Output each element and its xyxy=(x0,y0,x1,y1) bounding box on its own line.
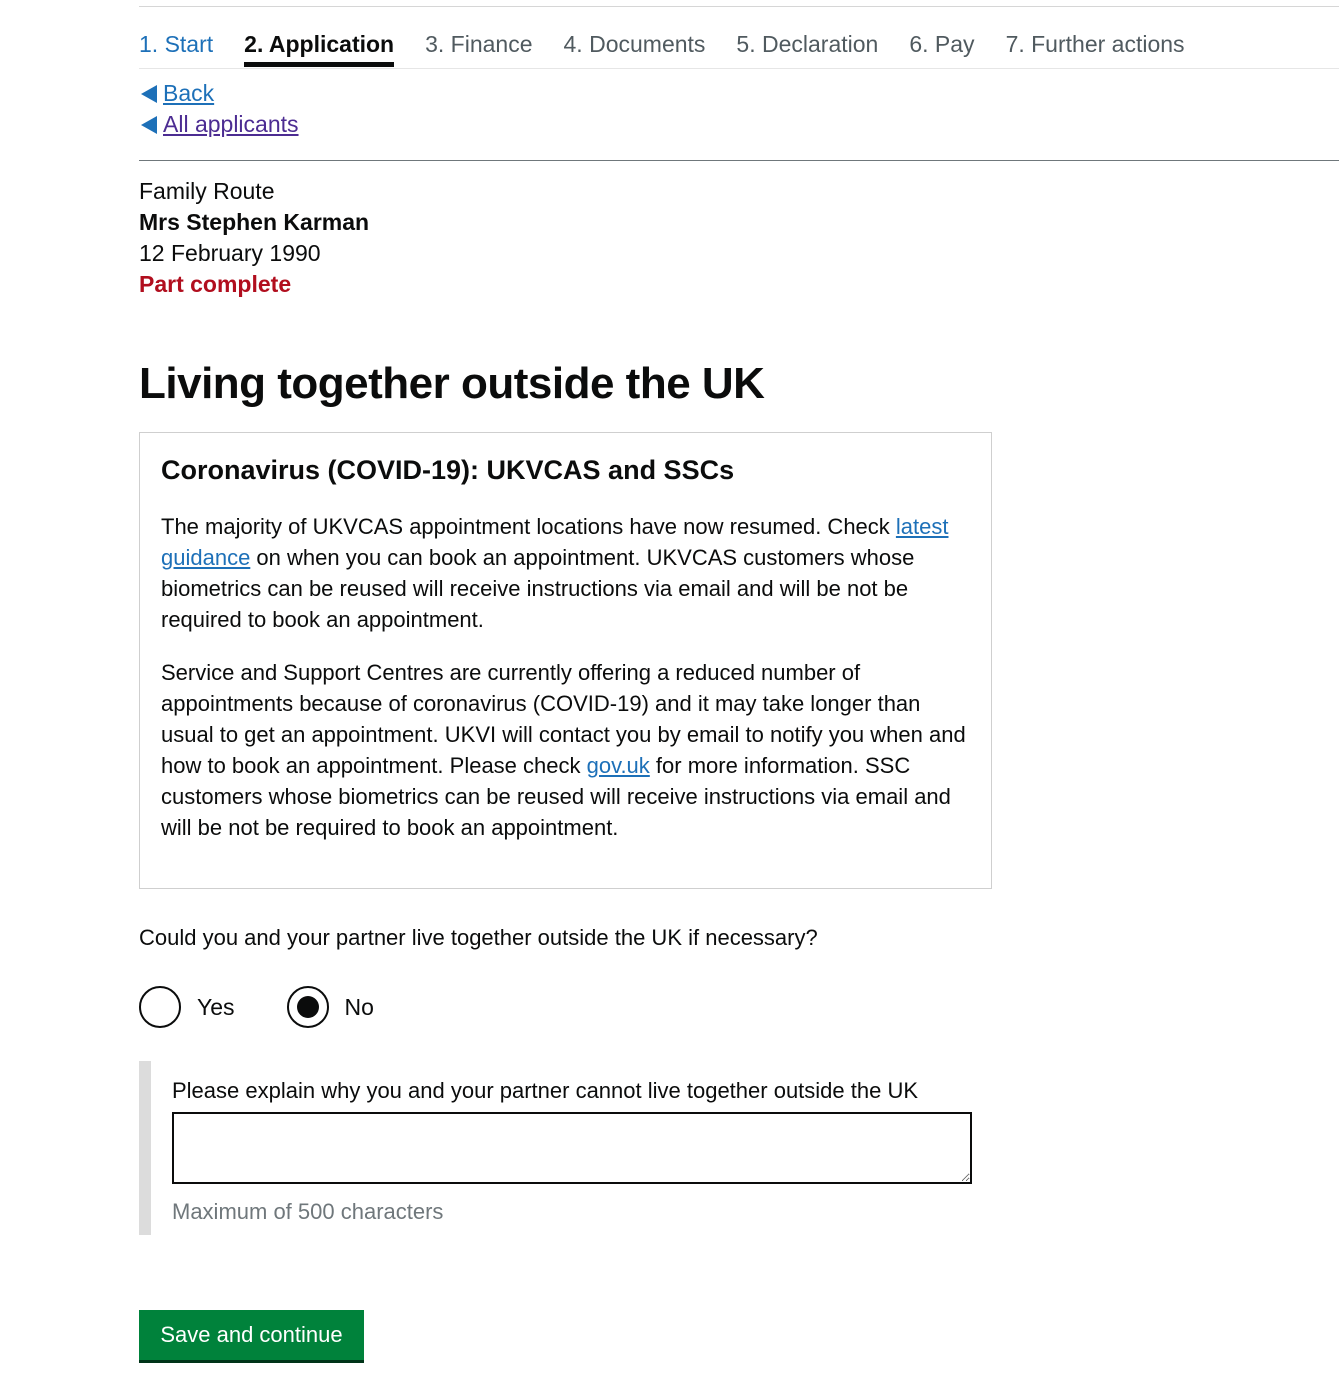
question-label: Could you and your partner live together outside the UK if necessary? xyxy=(139,925,818,950)
notice-paragraph-2 xyxy=(161,657,971,843)
section-divider xyxy=(139,160,1339,161)
radio-no-label: No xyxy=(344,993,374,1020)
notice-heading: Coronavirus (COVID-19): UKVCAS and SSCs xyxy=(161,455,735,485)
radio-selected-dot xyxy=(297,996,319,1018)
radio-option-yes[interactable] xyxy=(139,986,235,1028)
radio-no[interactable] xyxy=(287,986,329,1028)
save-and-continue-button[interactable]: Save and continue xyxy=(139,1310,364,1360)
applicant-dob: 12 February 1990 xyxy=(139,240,321,266)
radio-option-no[interactable] xyxy=(287,986,374,1028)
back-links xyxy=(139,78,299,140)
covid-notice xyxy=(139,432,992,889)
all-applicants-label: All applicants xyxy=(163,111,299,137)
step-declaration: 5. Declaration xyxy=(736,31,879,57)
radio-yes-label: Yes xyxy=(197,993,235,1020)
triangle-left-icon xyxy=(141,116,157,134)
applicant-route: Family Route xyxy=(139,178,275,204)
yes-no-radios xyxy=(139,986,426,1028)
step-documents: 4. Documents xyxy=(563,31,706,57)
notice-p2-text-end: for more information. SSC customers whose biometrics can be reused will receive instructions via email and will be not be required to book an appointment. xyxy=(161,753,951,840)
step-pay: 6. Pay xyxy=(909,31,975,57)
radio-yes[interactable] xyxy=(139,986,181,1028)
applicant-name: Mrs Stephen Karman xyxy=(139,209,370,235)
applicant-status: Part complete xyxy=(139,271,292,297)
progress-steps xyxy=(139,28,1339,69)
page-title: Living together outside the UK xyxy=(139,359,765,408)
step-start[interactable]: 1. Start xyxy=(139,31,214,57)
latest-guidance-link[interactable]: latest guidance xyxy=(161,514,949,570)
notice-p2-text-start: Service and Support Centres are currently offering a reduced number of appointments because of coronavirus (COVID-19) and it may take longer than usual to get an appointment. UKVI will contact you by email to notify you when and how to book an appointment. Please check xyxy=(161,660,966,778)
all-applicants-link[interactable] xyxy=(139,109,299,140)
back-link-label: Back xyxy=(163,80,215,106)
explanation-textarea[interactable] xyxy=(172,1112,972,1184)
gov-uk-link[interactable]: gov.uk xyxy=(586,753,650,778)
step-further-actions: 7. Further actions xyxy=(1005,31,1185,57)
character-limit-hint: Maximum of 500 characters xyxy=(172,1199,444,1224)
notice-p1-text-end: on when you can book an appointment. UKVCAS customers whose biometrics can be reused will receive instructions via email and will be not be required to book an appointment. xyxy=(161,545,915,632)
top-divider xyxy=(139,6,1339,7)
notice-p1-text-start: The majority of UKVCAS appointment locations have now resumed. Check xyxy=(161,514,896,539)
back-link[interactable] xyxy=(139,78,299,109)
step-finance: 3. Finance xyxy=(425,31,533,57)
applicant-summary xyxy=(139,176,369,300)
explanation-label: Please explain why you and your partner cannot live together outside the UK xyxy=(172,1078,919,1103)
step-application: 2. Application xyxy=(244,28,394,68)
notice-paragraph-1 xyxy=(161,511,971,635)
triangle-left-icon xyxy=(141,85,157,103)
